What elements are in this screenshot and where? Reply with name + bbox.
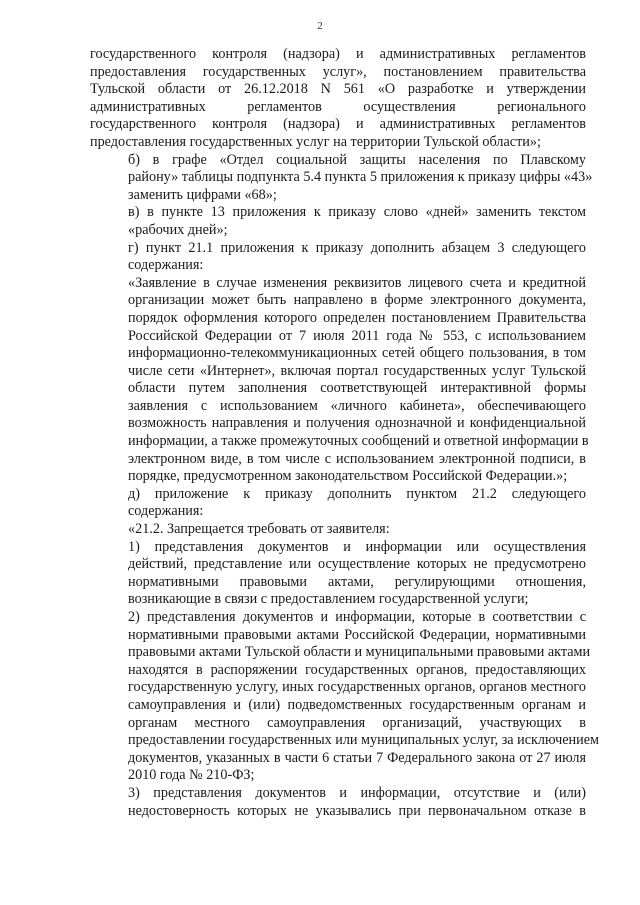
paragraph-list-item-2: 2) представления документов и информации, которые в соответствии с нормативными правовыми актами Российской Федерации, нормативными правовыми актами Тульской области и муниципальными правовыми актами находятся в распоряжении государственных органов, предоставляющих государственную услугу, иных государственных органов, органов местного самоуправления и (или) подведомственных государственным органам и органам местного самоуправления организаций, участвующих в предоставлении государственных или муниципальных услуг, за исключением документов, указанных в части 6 статьи 7 Федерального закона от 27 июля 2010 года № 210-ФЗ;	[128, 609, 599, 784]
paragraph-list-item-1: 1) представления документов и информации или осуществления действий, представление или осуществление которых не предусмотрено нормативными правовыми актами, регулирующими отношения, возникающие в связи с предоставлением государственной услуги;	[128, 538, 586, 608]
paragraph-statement-quote: «Заявление в случае изменения реквизитов лицевого счета и кредитной организации может быть направлено в форме электронного документа, порядок оформления которого определен постановлением Правительства Российской Федерации от 7 июля 2011 года № 553, с использованием информационно-телекоммуникационных сетей общего пользования, в том числе сети «Интернет», включая портал государственных услуг Тульской области путем заполнения соответствующей интерактивной формы заявления с использованием «личного кабинета», обеспечивающего возможность направления и получения однозначной и конфиденциальной информации, а также промежуточных сообщений и ответной информации в электронном виде, в том числе с использованием электронной подписи, в порядке, предусмотренном законодательством Российской Федерации.»;	[128, 274, 589, 485]
paragraph-21-2-heading: «21.2. Запрещается требовать от заявителя:	[128, 521, 390, 538]
paragraph-item-d: д) приложение к приказу дополнить пунктом 21.2 следующего содержания:	[128, 485, 586, 520]
document-body	[90, 46, 599, 820]
paragraph-regulations: государственного контроля (надзора) и административных регламентов предоставления государственных услуг», постановлением правительства Тульской области от 26.12.2018 N 561 «О разработке и утверждении административных регламентов осуществления регионального государственного контроля (надзора) и административных регламентов предоставления государственных услуг на территории Тульской области»;	[90, 46, 586, 150]
paragraph-item-b: б) в графе «Отдел социальной защиты населения по Плавскому району» таблицы подпункта 5.4 пункта 5 приложения к приказу цифры «43» заменить цифрами «68»;	[128, 151, 593, 203]
paragraph-item-v: в) в пункте 13 приложения к приказу слово «дней» заменить текстом «рабочих дней»;	[128, 204, 586, 238]
paragraph-item-g: г) пункт 21.1 приложения к приказу дополнить абзацем 3 следующего содержания:	[128, 239, 586, 274]
paragraph-list-item-3: 3) представления документов и информации, отсутствие и (или) недостоверность которых не указывались при первоначальном отказе в	[128, 784, 586, 819]
page-number: 2	[317, 20, 323, 32]
